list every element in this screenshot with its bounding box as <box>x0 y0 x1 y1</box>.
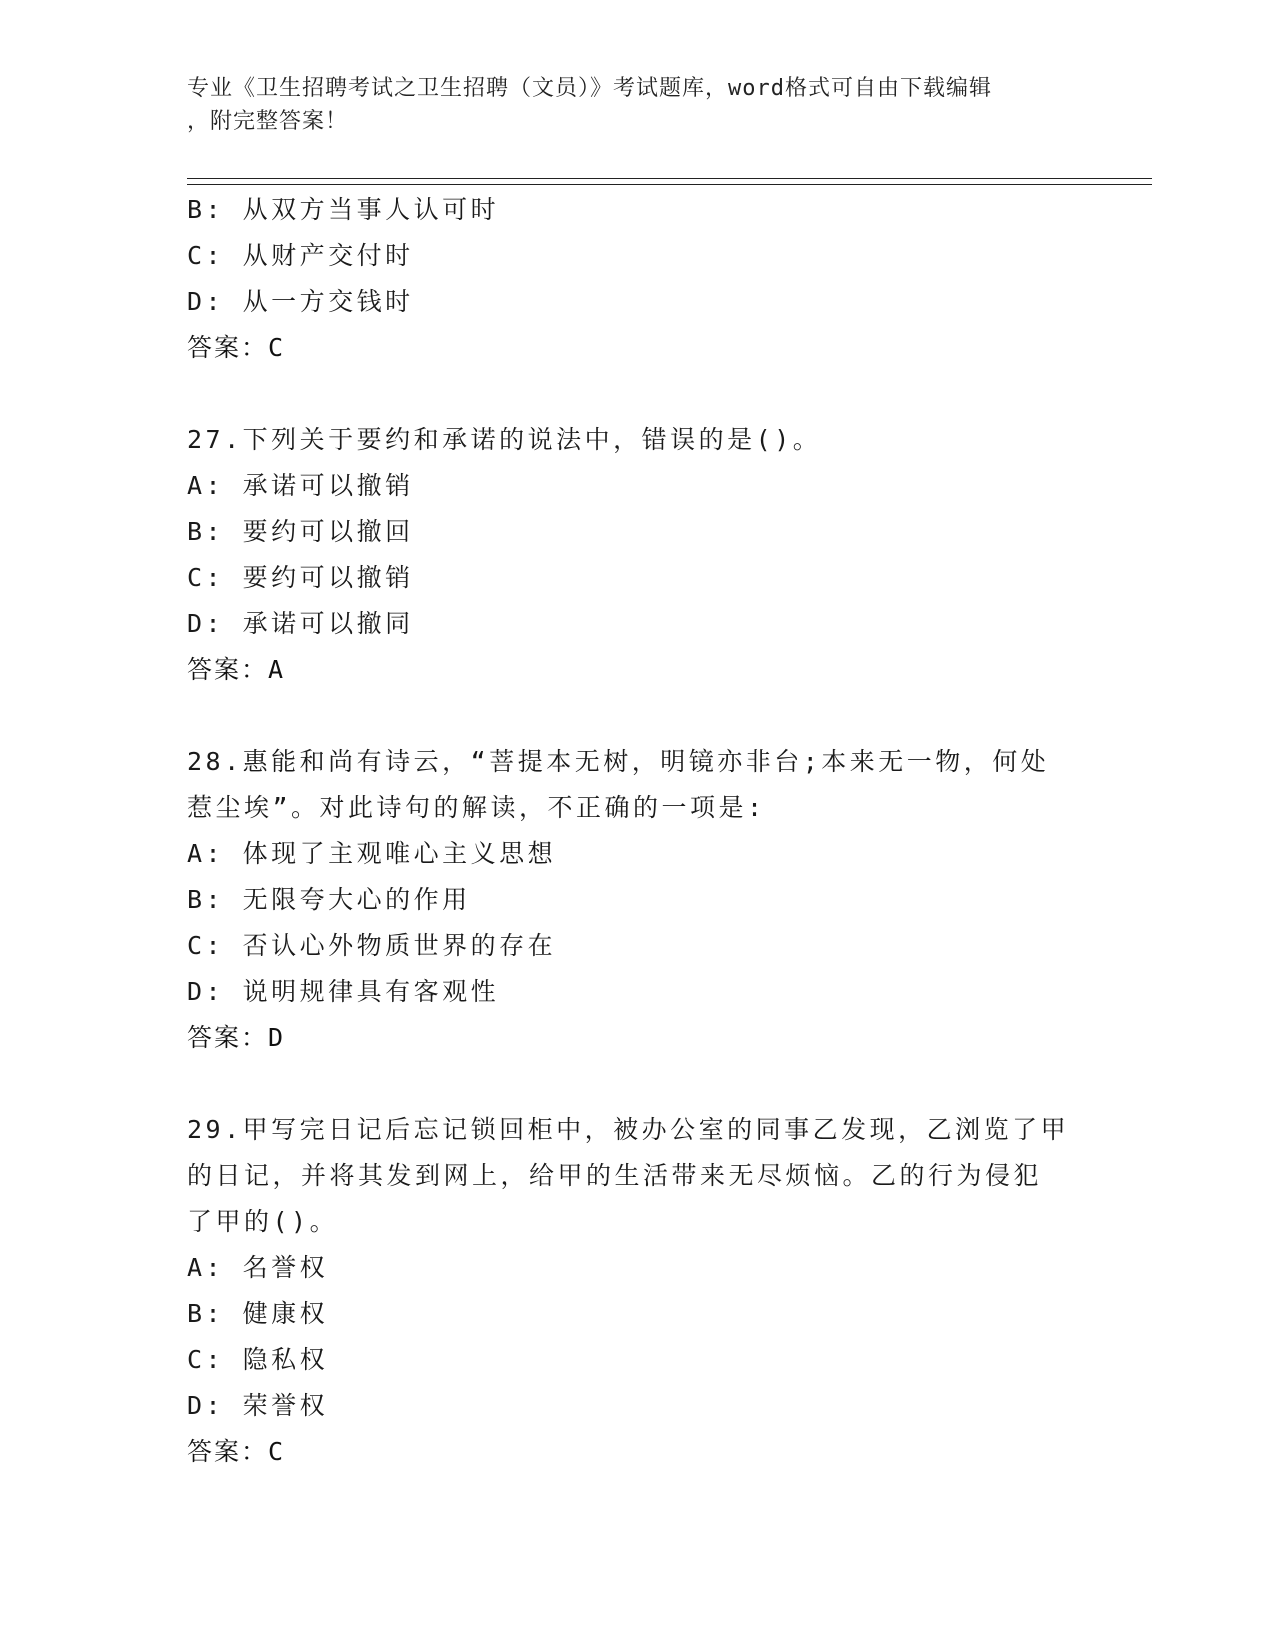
answer-value: D <box>268 1023 286 1052</box>
answer-label: 答案： <box>187 1437 269 1466</box>
answer-label: 答案： <box>187 655 269 684</box>
option-c: C: 从财产交付时 <box>187 241 414 270</box>
header-line-2: ，附完整答案！ <box>187 109 349 134</box>
answer-line <box>187 1015 1087 1061</box>
question-27 <box>187 417 1087 693</box>
option-b: B: 无限夸大心的作用 <box>187 885 471 914</box>
answer-line <box>187 647 1087 693</box>
option-c: C: 否认心外物质世界的存在 <box>187 931 557 960</box>
option-a: A: 名誉权 <box>187 1253 329 1282</box>
question-29 <box>187 1107 1087 1475</box>
option-c: C: 要约可以撤销 <box>187 563 414 592</box>
question-content <box>187 187 1087 1475</box>
answer-line <box>187 1429 1087 1475</box>
answer-value: C <box>268 1437 286 1466</box>
option-d: D: 说明规律具有客观性 <box>187 977 500 1006</box>
question-text-line-1: 29.甲写完日记后忘记锁回柜中，被办公室的同事乙发现，乙浏览了甲 <box>187 1115 1070 1144</box>
document-header <box>187 72 1067 138</box>
option-a: A: 体现了主观唯心主义思想 <box>187 839 557 868</box>
option-d: D: 荣誉权 <box>187 1391 329 1420</box>
question-text-line-3: 了甲的()。 <box>187 1207 339 1236</box>
header-line-1: 专业《卫生招聘考试之卫生招聘（文员）》考试题库，word格式可自由下载编辑 <box>187 76 992 101</box>
question-text-line-2: 的日记，并将其发到网上，给甲的生活带来无尽烦恼。乙的行为侵犯 <box>187 1161 1043 1190</box>
question-text-line-1: 28.惠能和尚有诗云，“菩提本无树，明镜亦非台;本来无一物，何处 <box>187 747 1050 776</box>
answer-label: 答案： <box>187 1023 269 1052</box>
question-26 <box>187 187 1087 371</box>
option-c: C: 隐私权 <box>187 1345 329 1374</box>
option-b: B: 要约可以撤回 <box>187 517 414 546</box>
answer-label: 答案： <box>187 333 269 362</box>
option-b: B: 从双方当事人认可时 <box>187 195 500 224</box>
option-d: D: 从一方交钱时 <box>187 287 414 316</box>
option-b: B: 健康权 <box>187 1299 329 1328</box>
option-d: D: 承诺可以撤同 <box>187 609 414 638</box>
answer-value: C <box>268 333 286 362</box>
answer-value: A <box>268 655 286 684</box>
header-double-rule <box>187 178 1152 185</box>
question-28 <box>187 739 1087 1061</box>
answer-line <box>187 325 1087 371</box>
question-text-line-2: 惹尘埃”。对此诗句的解读，不正确的一项是: <box>187 793 766 822</box>
option-a: A: 承诺可以撤销 <box>187 471 414 500</box>
question-text: 27.下列关于要约和承诺的说法中，错误的是()。 <box>187 425 822 454</box>
